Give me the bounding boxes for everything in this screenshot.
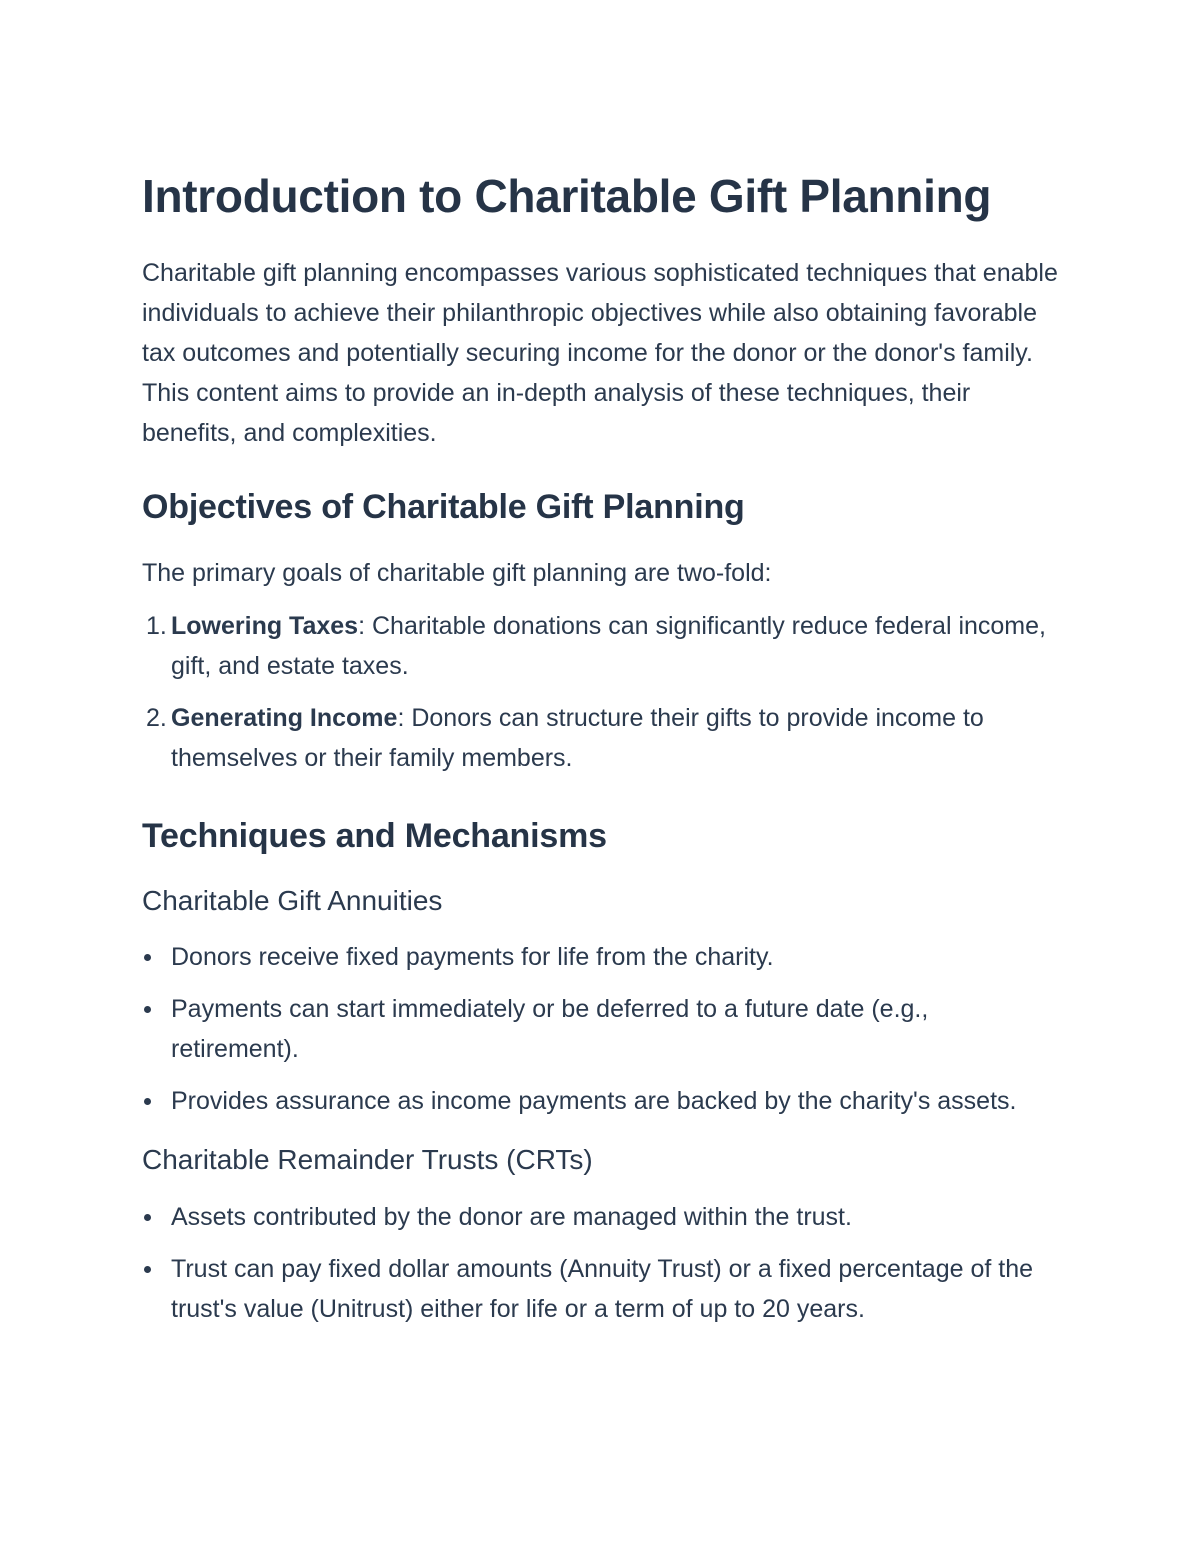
list-item: [142, 606, 1062, 686]
bullet-icon: [144, 954, 151, 961]
list-item-text: Payments can start immediately or be deferred to a future date (e.g., retirement).: [171, 995, 929, 1063]
remainder-trusts-list: [142, 1197, 1062, 1329]
bullet-icon: [144, 1098, 151, 1105]
bullet-icon: [144, 1266, 151, 1273]
list-item: [142, 937, 1062, 977]
remainder-trusts-heading: Charitable Remainder Trusts (CRTs): [142, 1144, 593, 1175]
gift-annuities-list: [142, 937, 1062, 1121]
gift-annuities-heading: Charitable Gift Annuities: [142, 885, 443, 916]
list-item-number: 2.: [146, 704, 167, 732]
list-item-text: : Donors can structure their gifts to provide income to themselves or their family members.: [171, 704, 984, 772]
bullet-icon: [144, 1006, 151, 1013]
list-item-text: : Charitable donations can significantly reduce federal income, gift, and estate taxes.: [171, 612, 1046, 680]
list-item-text: Trust can pay fixed dollar amounts (Annuity Trust) or a fixed percentage of the trust's value (Unitrust) either for life or a term of up to 20 years.: [171, 1255, 1034, 1323]
page-title: Introduction to Charitable Gift Planning: [142, 170, 992, 222]
list-item-text: Donors receive fixed payments for life from the charity.: [171, 943, 774, 971]
list-item: [142, 1081, 1062, 1121]
bullet-icon: [144, 1214, 151, 1221]
list-item-term: Generating Income: [171, 704, 398, 732]
list-item: [142, 698, 1062, 778]
intro-paragraph: Charitable gift planning encompasses various sophisticated techniques that enable individuals to achieve their philanthropic objectives while also obtaining favorable tax outcomes and potentially securing income for the donor or the donor's family. This content aims to provide an in-depth analysis of these techniques, their benefits, and complexities.: [142, 259, 1058, 447]
list-item-number: 1.: [146, 612, 167, 640]
document-page: [142, 168, 1062, 1329]
list-item: [142, 1197, 1062, 1237]
objectives-list: [142, 606, 1062, 778]
list-item-text: Provides assurance as income payments are backed by the charity's assets.: [171, 1087, 1017, 1115]
objectives-lead: The primary goals of charitable gift planning are two-fold:: [142, 559, 772, 587]
objectives-heading: Objectives of Charitable Gift Planning: [142, 488, 745, 526]
techniques-heading: Techniques and Mechanisms: [142, 817, 607, 855]
list-item-term: Lowering Taxes: [171, 612, 359, 640]
list-item: [142, 1249, 1062, 1329]
list-item: [142, 989, 1062, 1069]
list-item-text: Assets contributed by the donor are managed within the trust.: [171, 1203, 852, 1231]
